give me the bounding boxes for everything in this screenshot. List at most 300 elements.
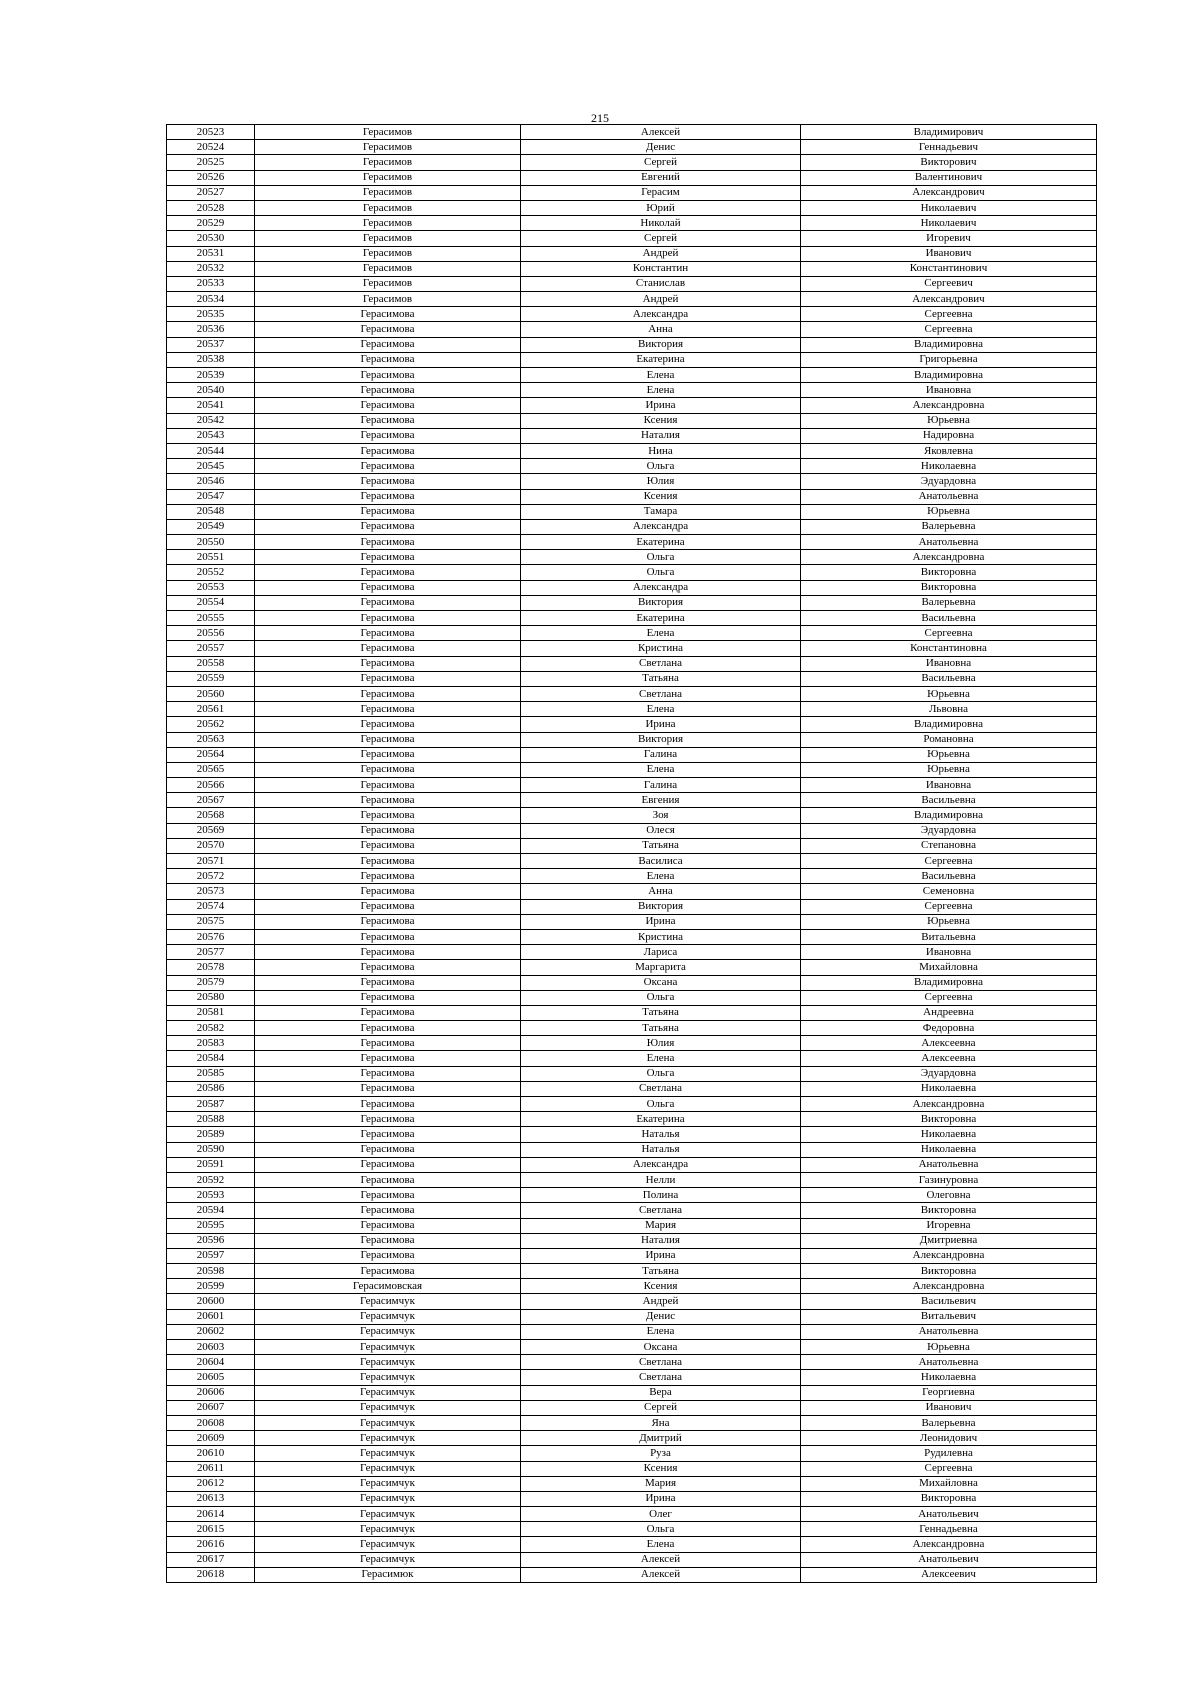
record-number-cell: 20532 [167,261,255,276]
table-row [167,504,1097,519]
patronymic-cell: Валерьевна [801,595,1097,610]
table-row [167,322,1097,337]
first-name-cell: Ольга [521,1097,801,1112]
record-number-cell: 20551 [167,550,255,565]
patronymic-cell: Васильевна [801,611,1097,626]
first-name-cell: Алексей [521,1567,801,1582]
patronymic-cell: Николаевна [801,459,1097,474]
first-name-cell: Яна [521,1415,801,1430]
record-number-cell: 20601 [167,1309,255,1324]
record-number-cell: 20564 [167,747,255,762]
record-number-cell: 20537 [167,337,255,352]
surname-cell: Герасимов [255,292,521,307]
table-row [167,1279,1097,1294]
first-name-cell: Ольга [521,1066,801,1081]
first-name-cell: Наталия [521,428,801,443]
surname-cell: Герасимов [255,170,521,185]
patronymic-cell: Васильевич [801,1294,1097,1309]
patronymic-cell: Семеновна [801,884,1097,899]
first-name-cell: Ксения [521,413,801,428]
first-name-cell: Татьяна [521,1005,801,1020]
record-number-cell: 20577 [167,945,255,960]
surname-cell: Герасимова [255,808,521,823]
record-number-cell: 20590 [167,1142,255,1157]
first-name-cell: Николай [521,216,801,231]
patronymic-cell: Сергеевна [801,899,1097,914]
record-number-cell: 20614 [167,1507,255,1522]
first-name-cell: Зоя [521,808,801,823]
record-number-cell: 20587 [167,1097,255,1112]
first-name-cell: Сергей [521,231,801,246]
patronymic-cell: Викторович [801,155,1097,170]
record-number-cell: 20530 [167,231,255,246]
table-row [167,459,1097,474]
patronymic-cell: Михайловна [801,1476,1097,1491]
patronymic-cell: Викторовна [801,1491,1097,1506]
first-name-cell: Алексей [521,1552,801,1567]
table-row [167,185,1097,200]
surname-cell: Герасимчук [255,1476,521,1491]
surname-cell: Герасимчук [255,1522,521,1537]
first-name-cell: Наталья [521,1142,801,1157]
record-number-cell: 20567 [167,793,255,808]
record-number-cell: 20617 [167,1552,255,1567]
surname-cell: Герасимова [255,914,521,929]
surname-cell: Герасимова [255,686,521,701]
table-row [167,747,1097,762]
record-number-cell: 20575 [167,914,255,929]
record-number-cell: 20585 [167,1066,255,1081]
table-row [167,914,1097,929]
surname-cell: Герасимова [255,1218,521,1233]
table-row [167,778,1097,793]
table-row [167,717,1097,732]
surname-cell: Герасимова [255,1112,521,1127]
record-number-cell: 20612 [167,1476,255,1491]
record-number-cell: 20534 [167,292,255,307]
table-row [167,155,1097,170]
record-number-cell: 20570 [167,838,255,853]
table-row [167,140,1097,155]
patronymic-cell: Николаевна [801,1370,1097,1385]
surname-cell: Герасимов [255,261,521,276]
patronymic-cell: Витальевич [801,1309,1097,1324]
patronymic-cell: Сергеевна [801,322,1097,337]
record-number-cell: 20594 [167,1203,255,1218]
record-number-cell: 20572 [167,869,255,884]
table-row [167,1567,1097,1582]
surname-cell: Герасимова [255,550,521,565]
surname-cell: Герасимов [255,185,521,200]
first-name-cell: Анна [521,884,801,899]
first-name-cell: Лариса [521,945,801,960]
patronymic-cell: Газинуровна [801,1172,1097,1187]
patronymic-cell: Николаевна [801,1142,1097,1157]
surname-cell: Герасимова [255,945,521,960]
first-name-cell: Елена [521,762,801,777]
record-number-cell: 20618 [167,1567,255,1582]
surname-cell: Герасимова [255,1264,521,1279]
patronymic-cell: Анатольевна [801,489,1097,504]
table-row [167,1476,1097,1491]
record-number-cell: 20591 [167,1157,255,1172]
patronymic-cell: Яковлевна [801,443,1097,458]
surname-cell: Герасимова [255,1036,521,1051]
record-number-cell: 20566 [167,778,255,793]
first-name-cell: Юлия [521,474,801,489]
surname-cell: Герасимова [255,1127,521,1142]
first-name-cell: Александра [521,580,801,595]
surname-cell: Герасимова [255,459,521,474]
table-row [167,1233,1097,1248]
first-name-cell: Ольга [521,459,801,474]
table-row [167,1248,1097,1263]
first-name-cell: Галина [521,747,801,762]
patronymic-cell: Сергеевна [801,990,1097,1005]
table-row [167,793,1097,808]
record-number-cell: 20555 [167,611,255,626]
table-row [167,368,1097,383]
first-name-cell: Татьяна [521,1021,801,1036]
first-name-cell: Татьяна [521,838,801,853]
table-row [167,535,1097,550]
table-row [167,170,1097,185]
record-number-cell: 20550 [167,535,255,550]
table-row [167,1415,1097,1430]
table-row [167,884,1097,899]
patronymic-cell: Дмитриевна [801,1233,1097,1248]
table-row [167,1097,1097,1112]
patronymic-cell: Владимирович [801,125,1097,140]
surname-cell: Герасимова [255,899,521,914]
table-row [167,489,1097,504]
table-row [167,1491,1097,1506]
patronymic-cell: Владимировна [801,808,1097,823]
table-row [167,990,1097,1005]
patronymic-cell: Романовна [801,732,1097,747]
record-number-cell: 20568 [167,808,255,823]
record-number-cell: 20548 [167,504,255,519]
surname-cell: Герасимов [255,216,521,231]
first-name-cell: Сергей [521,155,801,170]
first-name-cell: Юрий [521,200,801,215]
table-row [167,352,1097,367]
record-number-cell: 20608 [167,1415,255,1430]
surname-cell: Герасимчук [255,1537,521,1552]
record-number-cell: 20545 [167,459,255,474]
record-number-cell: 20597 [167,1248,255,1263]
surname-cell: Герасимчук [255,1324,521,1339]
surname-cell: Герасимова [255,1233,521,1248]
first-name-cell: Олег [521,1507,801,1522]
patronymic-cell: Степановна [801,838,1097,853]
table-row [167,413,1097,428]
record-number-cell: 20581 [167,1005,255,1020]
patronymic-cell: Анатольевна [801,1355,1097,1370]
record-number-cell: 20589 [167,1127,255,1142]
first-name-cell: Виктория [521,899,801,914]
patronymic-cell: Александровна [801,550,1097,565]
patronymic-cell: Федоровна [801,1021,1097,1036]
table-row [167,1400,1097,1415]
table-row [167,732,1097,747]
table-row [167,1340,1097,1355]
patronymic-cell: Юрьевна [801,914,1097,929]
patronymic-cell: Владимировна [801,975,1097,990]
table-row [167,1218,1097,1233]
first-name-cell: Олеся [521,823,801,838]
record-number-cell: 20586 [167,1081,255,1096]
record-number-cell: 20583 [167,1036,255,1051]
table-row [167,641,1097,656]
first-name-cell: Евгения [521,793,801,808]
record-number-cell: 20573 [167,884,255,899]
record-number-cell: 20609 [167,1431,255,1446]
patronymic-cell: Иванович [801,1400,1097,1415]
surname-cell: Герасимчук [255,1446,521,1461]
first-name-cell: Андрей [521,246,801,261]
first-name-cell: Елена [521,1537,801,1552]
table-row [167,838,1097,853]
first-name-cell: Денис [521,1309,801,1324]
surname-cell: Герасимова [255,398,521,413]
first-name-cell: Сергей [521,1400,801,1415]
patronymic-cell: Владимировна [801,337,1097,352]
table-row [167,428,1097,443]
patronymic-cell: Александровна [801,1537,1097,1552]
surname-cell: Герасимова [255,960,521,975]
record-number-cell: 20546 [167,474,255,489]
first-name-cell: Светлана [521,1355,801,1370]
table-row [167,550,1097,565]
surname-cell: Герасимова [255,489,521,504]
surname-cell: Герасимова [255,1248,521,1263]
surname-cell: Герасимова [255,443,521,458]
record-number-cell: 20524 [167,140,255,155]
record-number-cell: 20616 [167,1537,255,1552]
patronymic-cell: Сергеевна [801,1461,1097,1476]
first-name-cell: Екатерина [521,611,801,626]
table-row [167,337,1097,352]
first-name-cell: Василиса [521,854,801,869]
surname-cell: Герасимова [255,1188,521,1203]
first-name-cell: Евгений [521,170,801,185]
surname-cell: Герасимова [255,1203,521,1218]
first-name-cell: Екатерина [521,1112,801,1127]
table-row [167,1066,1097,1081]
surname-cell: Герасимчук [255,1491,521,1506]
patronymic-cell: Леонидович [801,1431,1097,1446]
record-number-cell: 20562 [167,717,255,732]
surname-cell: Герасимов [255,155,521,170]
patronymic-cell: Сергеевна [801,307,1097,322]
patronymic-cell: Алексеевич [801,1567,1097,1582]
first-name-cell: Тамара [521,504,801,519]
patronymic-cell: Викторовна [801,565,1097,580]
surname-cell: Герасимова [255,869,521,884]
patronymic-cell: Викторовна [801,1203,1097,1218]
first-name-cell: Мария [521,1218,801,1233]
first-name-cell: Александра [521,519,801,534]
patronymic-cell: Анатольевна [801,535,1097,550]
table-row [167,899,1097,914]
record-number-cell: 20599 [167,1279,255,1294]
record-number-cell: 20539 [167,368,255,383]
first-name-cell: Андрей [521,1294,801,1309]
patronymic-cell: Юрьевна [801,504,1097,519]
table-row [167,216,1097,231]
surname-cell: Герасимова [255,732,521,747]
record-number-cell: 20558 [167,656,255,671]
record-number-cell: 20531 [167,246,255,261]
table-row [167,626,1097,641]
patronymic-cell: Анатольевич [801,1507,1097,1522]
patronymic-cell: Николаевич [801,200,1097,215]
record-number-cell: 20582 [167,1021,255,1036]
patronymic-cell: Алексеевна [801,1051,1097,1066]
first-name-cell: Маргарита [521,960,801,975]
surname-cell: Герасимова [255,1021,521,1036]
surname-cell: Герасимова [255,671,521,686]
table-row [167,611,1097,626]
first-name-cell: Ирина [521,1248,801,1263]
record-number-cell: 20571 [167,854,255,869]
table-row [167,1051,1097,1066]
surname-cell: Герасимова [255,368,521,383]
patronymic-cell: Ивановна [801,778,1097,793]
record-number-cell: 20525 [167,155,255,170]
surname-cell: Герасимов [255,200,521,215]
record-number-cell: 20536 [167,322,255,337]
table-row [167,929,1097,944]
first-name-cell: Елена [521,869,801,884]
surname-cell: Герасимова [255,565,521,580]
patronymic-cell: Львовна [801,702,1097,717]
patronymic-cell: Александровна [801,1097,1097,1112]
table-row [167,519,1097,534]
patronymic-cell: Геннадьевич [801,140,1097,155]
patronymic-cell: Сергеевич [801,276,1097,291]
table-row [167,1142,1097,1157]
record-number-cell: 20560 [167,686,255,701]
record-number-cell: 20592 [167,1172,255,1187]
first-name-cell: Светлана [521,1081,801,1096]
first-name-cell: Кристина [521,929,801,944]
patronymic-cell: Алексеевна [801,1036,1097,1051]
table-row [167,307,1097,322]
record-number-cell: 20593 [167,1188,255,1203]
first-name-cell: Виктория [521,337,801,352]
table-row [167,276,1097,291]
surname-cell: Герасимова [255,990,521,1005]
table-row [167,125,1097,140]
patronymic-cell: Александровна [801,1279,1097,1294]
surname-cell: Герасимова [255,717,521,732]
table-row [167,1157,1097,1172]
patronymic-cell: Григорьевна [801,352,1097,367]
first-name-cell: Мария [521,1476,801,1491]
surname-cell: Герасимчук [255,1400,521,1415]
table-row [167,200,1097,215]
first-name-cell: Ольга [521,565,801,580]
table-row [167,1081,1097,1096]
table-row [167,823,1097,838]
first-name-cell: Юлия [521,1036,801,1051]
surname-cell: Герасимова [255,884,521,899]
table-row [167,945,1097,960]
first-name-cell: Алексей [521,125,801,140]
table-row [167,1309,1097,1324]
table-row [167,1355,1097,1370]
patronymic-cell: Валерьевна [801,519,1097,534]
record-number-cell: 20580 [167,990,255,1005]
first-name-cell: Светлана [521,686,801,701]
record-number-cell: 20588 [167,1112,255,1127]
patronymic-cell: Сергеевна [801,854,1097,869]
first-name-cell: Нина [521,443,801,458]
table-row [167,261,1097,276]
table-row [167,762,1097,777]
surname-cell: Герасимчук [255,1340,521,1355]
patronymic-cell: Эдуардовна [801,474,1097,489]
first-name-cell: Виктория [521,732,801,747]
surname-cell: Герасимова [255,352,521,367]
first-name-cell: Станислав [521,276,801,291]
record-number-cell: 20565 [167,762,255,777]
first-name-cell: Татьяна [521,671,801,686]
surname-cell: Герасимова [255,641,521,656]
surname-cell: Герасимова [255,383,521,398]
surname-cell: Герасимова [255,778,521,793]
record-number-cell: 20544 [167,443,255,458]
patronymic-cell: Викторовна [801,1264,1097,1279]
patronymic-cell: Ивановна [801,383,1097,398]
surname-cell: Герасимов [255,246,521,261]
patronymic-cell: Александрович [801,292,1097,307]
table-row [167,1188,1097,1203]
patronymic-cell: Анатольевна [801,1157,1097,1172]
surname-cell: Герасимова [255,929,521,944]
first-name-cell: Елена [521,1324,801,1339]
first-name-cell: Наталья [521,1127,801,1142]
first-name-cell: Елена [521,1051,801,1066]
table-row [167,1552,1097,1567]
patronymic-cell: Юрьевна [801,747,1097,762]
record-number-cell: 20535 [167,307,255,322]
record-number-cell: 20549 [167,519,255,534]
surname-cell: Герасимова [255,762,521,777]
table-row [167,474,1097,489]
surname-cell: Герасимчук [255,1370,521,1385]
first-name-cell: Ксения [521,1279,801,1294]
surname-cell: Герасимова [255,535,521,550]
surname-cell: Герасимова [255,1097,521,1112]
record-number-cell: 20553 [167,580,255,595]
patronymic-cell: Александровна [801,398,1097,413]
record-number-cell: 20578 [167,960,255,975]
surname-cell: Герасимова [255,854,521,869]
patronymic-cell: Сергеевна [801,626,1097,641]
record-number-cell: 20563 [167,732,255,747]
table-row [167,1036,1097,1051]
surname-cell: Герасимова [255,519,521,534]
patronymic-cell: Васильевна [801,869,1097,884]
surname-cell: Герасимовская [255,1279,521,1294]
patronymic-cell: Рудилевна [801,1446,1097,1461]
record-number-cell: 20528 [167,200,255,215]
record-number-cell: 20552 [167,565,255,580]
surname-cell: Герасимова [255,580,521,595]
